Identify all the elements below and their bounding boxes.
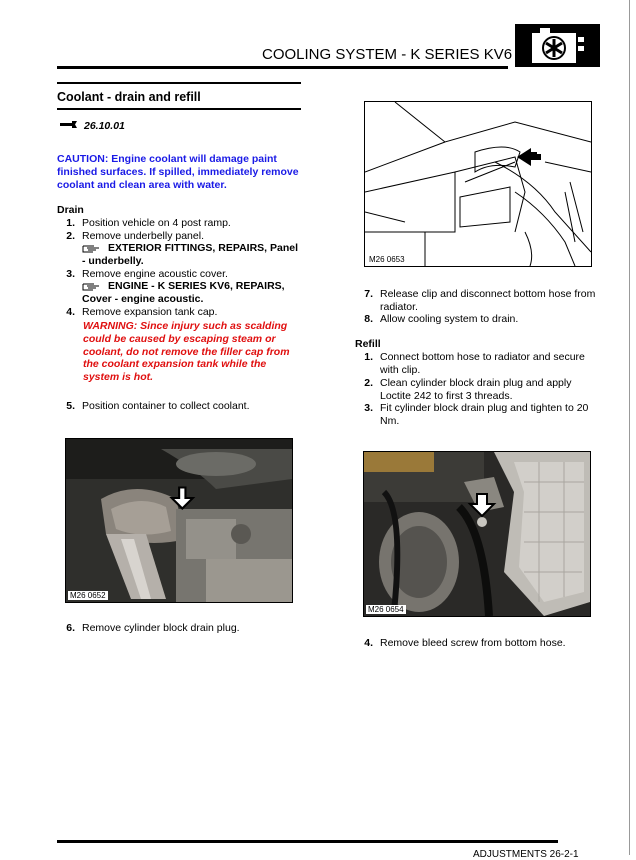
step-number: 4. bbox=[66, 306, 75, 318]
step-text: Remove cylinder block drain plug. bbox=[82, 622, 240, 634]
footer-text: ADJUSTMENTS 26-2-1 bbox=[473, 849, 579, 860]
step-number: 6. bbox=[66, 622, 75, 634]
figure-caption: M26 0653 bbox=[369, 255, 405, 264]
revision-date: 26.10.01 bbox=[84, 120, 125, 132]
step-text: Remove underbelly panel. bbox=[82, 230, 204, 242]
step-number: 3. bbox=[66, 268, 75, 280]
radiator-fan-icon bbox=[515, 24, 600, 67]
refill-heading: Refill bbox=[355, 338, 381, 350]
step-text: Position container to collect coolant. bbox=[82, 400, 250, 412]
step-text: Remove bleed screw from bottom hose. bbox=[380, 637, 566, 649]
reference-text: ENGINE - K SERIES KV6, REPAIRS, bbox=[108, 280, 285, 292]
caution-note: CAUTION: Engine coolant will damage paint finished surfaces. If spilled, immediately remove coolant and clean area with water. bbox=[57, 153, 299, 191]
cross-reference-link[interactable] bbox=[82, 280, 285, 293]
figure-bottom-hose-diagram bbox=[364, 101, 592, 267]
page-edge bbox=[629, 0, 630, 855]
step-text: Connect bottom hose to radiator and secure with clip. bbox=[380, 351, 585, 376]
step-text: Remove expansion tank cap. bbox=[82, 306, 218, 318]
step-number: 3. bbox=[364, 402, 373, 414]
step-number: 4. bbox=[364, 637, 373, 649]
figure-caption: M26 0654 bbox=[368, 605, 404, 614]
warning-note: WARNING: Since injury such as scalding could be caused by escaping steam or coolant, do not remove the filler cap from the coolant expansion tank while the system is hot. bbox=[83, 320, 290, 384]
step-number: 7. bbox=[364, 288, 373, 300]
header-rule bbox=[57, 66, 508, 69]
cross-reference-link[interactable] bbox=[82, 242, 298, 255]
reference-text: EXTERIOR FITTINGS, REPAIRS, Panel bbox=[108, 242, 298, 254]
step-text: Allow cooling system to drain. bbox=[380, 313, 519, 325]
step-text: Position vehicle on 4 post ramp. bbox=[82, 217, 231, 229]
engine-photo bbox=[66, 439, 292, 602]
step-number: 2. bbox=[66, 230, 75, 242]
step-number: 5. bbox=[66, 400, 75, 412]
line-drawing bbox=[365, 102, 591, 266]
cooling-system-logo bbox=[515, 24, 600, 67]
engine-bay-photo bbox=[364, 452, 590, 616]
pointing-hand-icon bbox=[82, 282, 102, 291]
figure-bleed-screw bbox=[363, 451, 591, 617]
step-text: Clean cylinder block drain plug and apply Loctite 242 to first 3 threads. bbox=[380, 377, 572, 402]
wrench-icon bbox=[60, 120, 78, 130]
step-text: Release clip and disconnect bottom hose from radiator. bbox=[380, 288, 596, 313]
step-number: 2. bbox=[364, 377, 373, 389]
step-text: Remove engine acoustic cover. bbox=[82, 268, 228, 280]
figure-caption: M26 0652 bbox=[70, 591, 106, 600]
title-bottom-rule bbox=[57, 108, 301, 110]
step-number: 1. bbox=[66, 217, 75, 229]
drain-heading: Drain bbox=[57, 204, 84, 216]
step-number: 1. bbox=[364, 351, 373, 363]
footer-rule bbox=[57, 840, 558, 843]
page-header-title: COOLING SYSTEM - K SERIES KV6 bbox=[262, 46, 513, 63]
pointing-hand-icon bbox=[82, 244, 102, 253]
section-title: Coolant - drain and refill bbox=[57, 90, 201, 104]
figure-engine-drain-plug bbox=[65, 438, 293, 603]
step-text: Fit cylinder block drain plug and tighten to 20 Nm. bbox=[380, 402, 589, 427]
reference-text-cont: Cover - engine acoustic. bbox=[82, 293, 204, 305]
drain-steps-left bbox=[57, 217, 307, 417]
reference-text-cont: - underbelly. bbox=[82, 255, 144, 267]
step-number: 8. bbox=[364, 313, 373, 325]
title-top-rule bbox=[57, 82, 301, 84]
